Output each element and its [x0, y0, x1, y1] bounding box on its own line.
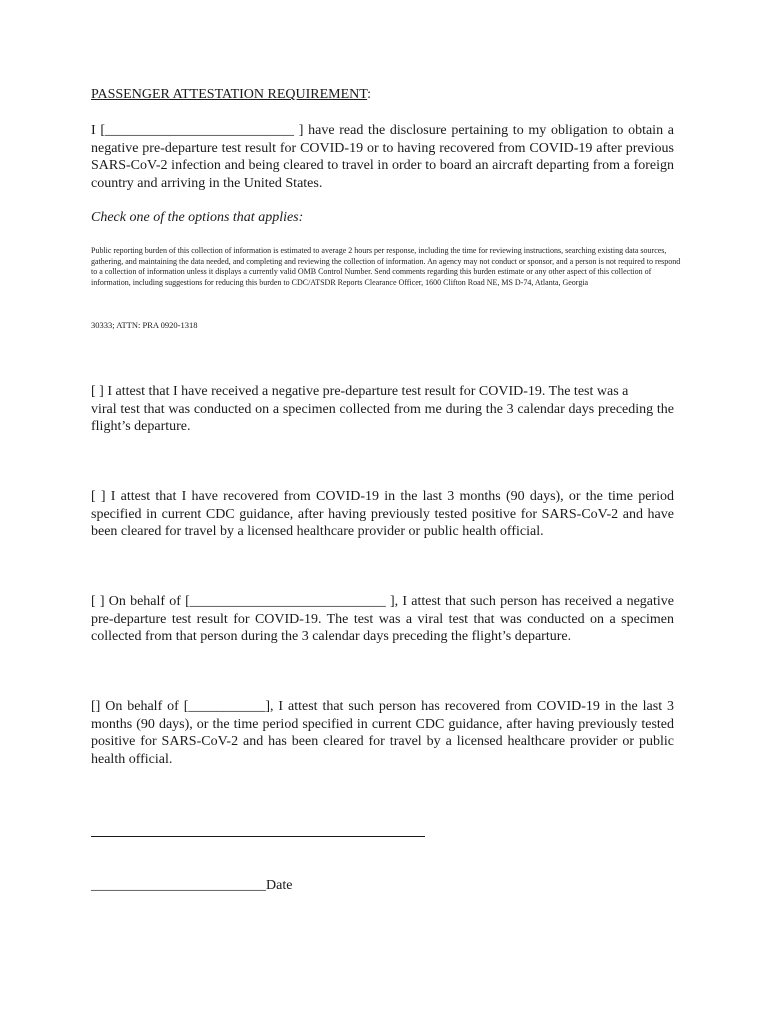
page-title	[91, 86, 371, 103]
option-recovered: [ ] I attest that I have recovered from COVID-19 in the last 3 months (90 days), or the time period specified in current CDC guidance, after having previously tested positive for SARS-CoV-2 and have been cleared for travel by a licensed healthcare provider or public health official.	[91, 489, 674, 539]
burden-statement: Public reporting burden of this collection of information is estimated to average 2 hours per response, including the time for reviewing instructions, searching existing data sources, gathering, and maintaining the data needed, and completing and reviewing the collection of information. An agency may not conduct or sponsor, and a person is not required to respond to a collection of information unless it displays a currently valid OMB Control Number. Send comments regarding this burden estimate or any other aspect of this collection of information, including suggestions for reducing this burden to CDC/ATSDR Reports Clearance Officer, 1600 Clifton Road NE, MS D-74, Atlanta, Georgia	[91, 246, 681, 287]
option-negative-test	[91, 383, 674, 436]
signature-line	[91, 836, 425, 837]
page-title-text: PASSENGER ATTESTATION REQUIREMENT	[91, 87, 368, 102]
date-line: _________________________Date	[91, 878, 293, 893]
option-behalf-negative-test: [ ] On behalf of [____________________________ ], I attest that such person has received a negative pre-departure test result for COVID-19. The test was a viral test that was conducted on a specimen collected from that person during the 3 calendar days preceding the flight’s departure.	[91, 594, 674, 644]
check-instruction: Check one of the options that applies:	[91, 210, 304, 225]
intro-paragraph: I [___________________________ ] have read the disclosure pertaining to my obligation to obtain a negative pre-departure test result for COVID-19 or to having recovered from COVID-19 after previous SARS-CoV-2 infection and being cleared to travel in order to board an aircraft departing from a foreign country and arriving in the United States.	[91, 123, 674, 191]
option-negative-test-line1: [ ] I attest that I have received a negative pre-departure test result for COVID-19. The test was a	[91, 384, 629, 399]
option-behalf-recovered: [] On behalf of [___________], I attest that such person has recovered from COVID-19 in the last 3 months (90 days), or the time period specified in current CDC guidance, after having previously tested positive for SARS-CoV-2 and has been cleared for travel by a licensed healthcare provider or public health official.	[91, 699, 674, 767]
burden-attn: 30333; ATTN: PRA 0920-1318	[91, 320, 198, 330]
option-negative-test-line2: viral test that was conducted on a specimen collected from me during the 3 calendar days preceding the flight’s departure.	[91, 401, 674, 434]
page-title-colon: :	[367, 87, 372, 102]
